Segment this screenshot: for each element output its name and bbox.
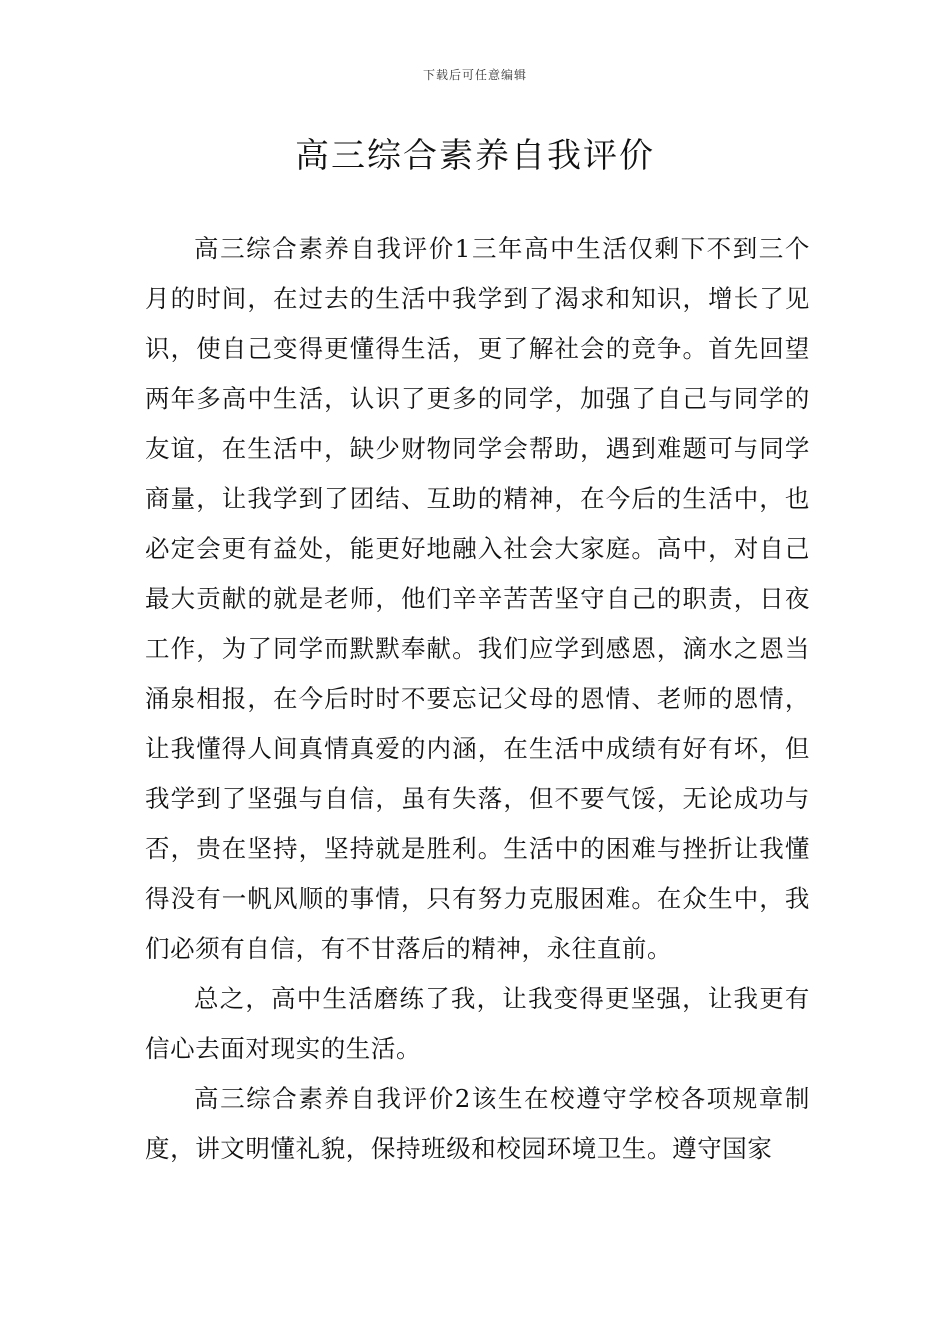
paragraph-1: 高三综合素养自我评价1三年高中生活仅剩下不到三个月的时间，在过去的生活中我学到了渴求和知识，增长了见识，使自己变得更懂得生活，更了解社会的竞争。首先回望两年多高中生活，认识了更多的同学，加强了自己与同学的友谊，在生活中，缺少财物同学会帮助，遇到难题可与同学商量，让我学到了团结、互助的精神，在今后的生活中，也必定会更有益处，能更好地融入社会大家庭。高中，对自己最大贡献的就是老师，他们辛辛苦苦坚守自己的职责，日夜工作，为了同学而默默奉献。我们应学到感恩，滴水之恩当涌泉相报，在今后时时不要忘记父母的恩情、老师的恩情，让我懂得人间真情真爱的内涵，在生活中成绩有好有坏，但我学到了坚强与自信，虽有失落，但不要气馁，无论成功与否，贵在坚持，坚持就是胜利。生活中的困难与挫折让我懂得没有一帆风顺的事情，只有努力克服困难。在众生中，我们必须有自信，有不甘落后的精神，永往直前。 (145, 234, 810, 963)
paragraph-3: 高三综合素养自我评价2该生在校遵守学校各项规章制度，讲文明懂礼貌，保持班级和校园环境卫生。遵守国家 (145, 1084, 810, 1163)
document-title: 高三综合素养自我评价 (295, 136, 655, 176)
document-body (145, 224, 810, 1174)
header-note: 下载后可任意编辑 (422, 68, 527, 82)
paragraph-2: 总之，高中生活磨练了我，让我变得更坚强，让我更有信心去面对现实的生活。 (145, 984, 810, 1063)
